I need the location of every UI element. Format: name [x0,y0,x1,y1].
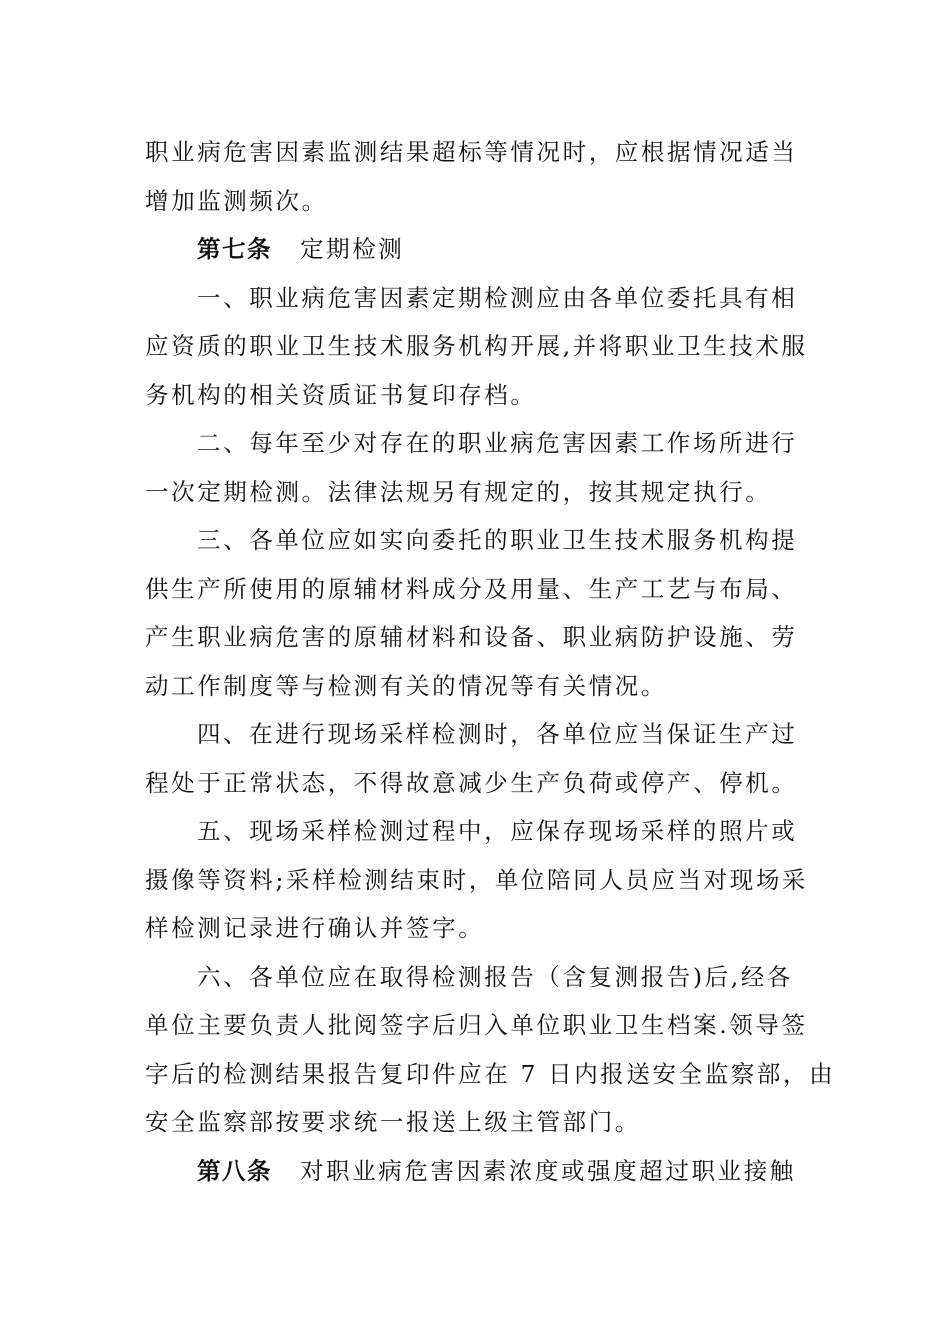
text-line: 应资质的职业卫生技术服务机构开展,并将职业卫生技术服 [145,332,808,360]
text-line: 摄像等资料;采样检测结束时，单位陪同人员应当对现场采 [145,865,809,894]
text-line: 动工作制度等与检测有关的情况等有关情况。 [145,671,667,700]
text-line: 单位主要负责人批阅签字后归入单位职业卫生档案.领导签 [145,1011,808,1039]
article-8-label: 第八条 [197,1156,272,1185]
text-line: 务机构的相关资质证书复印存档。 [145,380,537,409]
text-line: 样检测记录进行确认并签字。 [145,914,485,942]
text-line: 字后的检测结果报告复印件应在 7 日内报送安全监察部，由 [145,1059,836,1088]
text-line: 程处于正常状态，不得故意减少生产负荷或停产、停机。 [145,768,798,797]
text-line: 四、在进行现场采样检测时，各单位应当保证生产过 [197,720,798,748]
text-line: 安全监察部按要求统一报送上级主管部门。 [145,1108,641,1136]
text-line: 一次定期检测。法律法规另有规定的，按其规定执行。 [145,477,772,506]
text-line: 产生职业病危害的原辅材料和设备、职业病防护设施、劳 [145,623,798,651]
article-7-title: 定期检测 [300,235,405,263]
text-line: 六、各单位应在取得检测报告（含复测报告)后,经各 [197,962,794,991]
text-line: 三、各单位应如实向委托的职业卫生技术服务机构提 [197,526,798,554]
article-8-heading-line [145,1147,810,1196]
article-7-label: 第七条 [197,235,272,263]
text-line: 二、每年至少对存在的职业病危害因素工作场所进行 [197,429,798,457]
article-7-heading-line [145,225,810,274]
text-line: 五、现场采样检测过程中，应保存现场采样的照片或 [197,817,798,845]
document-page [145,128,836,1195]
text-line: 增加监测频次。 [145,186,328,215]
text-line: 职业病危害因素监测结果超标等情况时，应根据情况适当 [145,138,798,166]
text-line: 供生产所使用的原辅材料成分及用量、生产工艺与布局、 [145,574,798,603]
article-8-text: 对职业病危害因素浓度或强度超过职业接触 [300,1156,796,1185]
text-line: 一、职业病危害因素定期检测应由各单位委托具有相 [197,283,798,312]
